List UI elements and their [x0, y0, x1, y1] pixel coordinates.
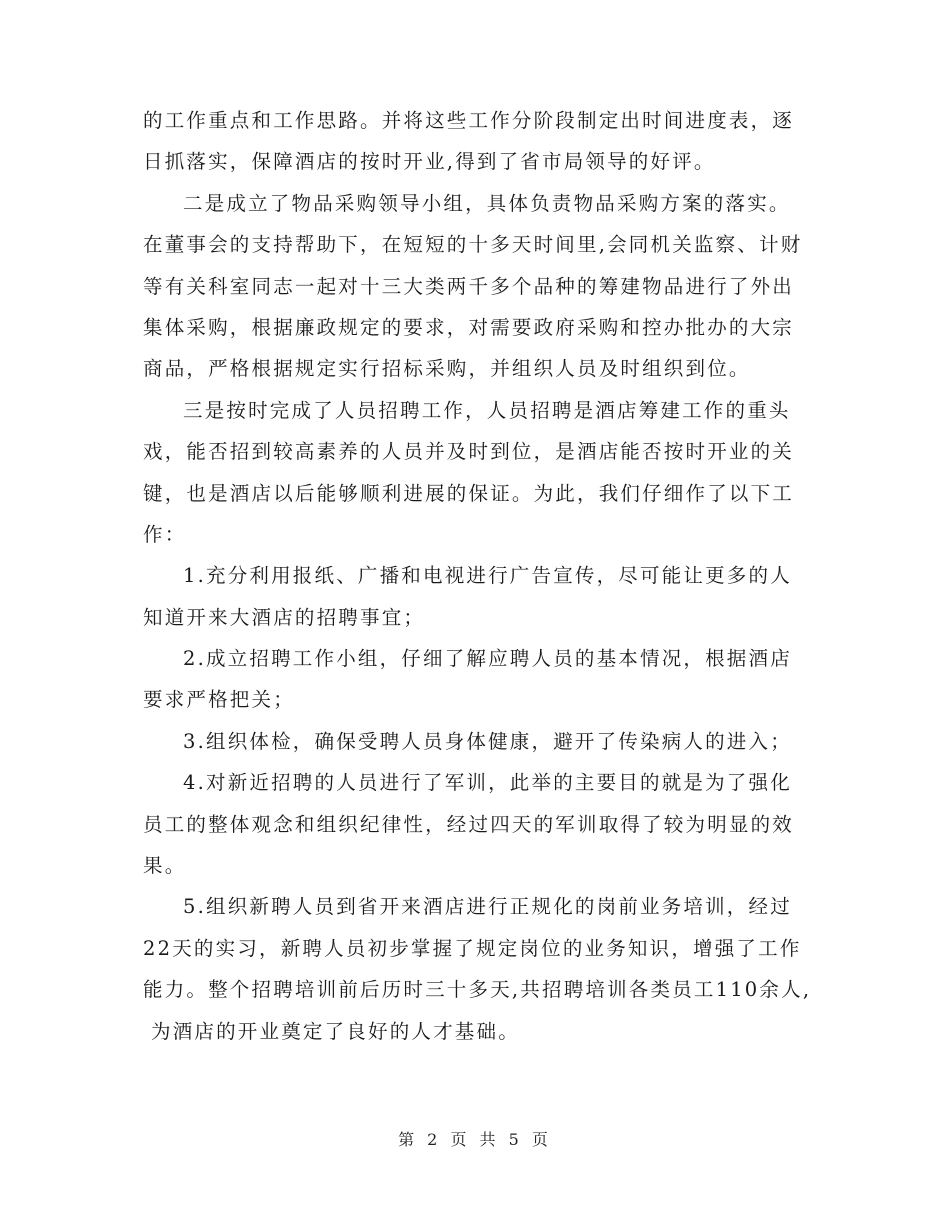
text-line: 在董事会的支持帮助下，在短短的十多天时间里,会同机关监察、计财 — [143, 233, 803, 257]
text-line: 戏，能否招到较高素养的人员并及时到位，是酒店能否按时开业的关 — [143, 440, 795, 464]
paragraph-start-line: 二是成立了物品采购领导小组，具体负责物品采购方案的落实。 — [183, 191, 791, 215]
text-line: 等有关科室同志一起对十三大类两千多个品种的筹建物品进行了外出 — [143, 274, 795, 298]
list-item-3-line: 3.组织体检，确保受聘人员身体健康，避开了传染病人的进入； — [183, 729, 792, 753]
body-text — [143, 100, 812, 1052]
text-line: 商品，严格根据规定实行招标采购，并组织人员及时组织到位。 — [143, 357, 751, 381]
text-line: 日抓落实，保障酒店的按时开业,得到了省市局领导的好评。 — [143, 150, 716, 174]
list-item-2-line: 2.成立招聘工作小组，仔细了解应聘人员的基本情况，根据酒店 — [183, 647, 792, 671]
text-line: 为酒店的开业奠定了良好的人才基础。 — [151, 1019, 520, 1043]
text-line: 的工作重点和工作思路。并将这些工作分阶段制定出时间进度表，逐 — [143, 109, 795, 132]
text-line: 知道开来大酒店的招聘事宜； — [143, 605, 426, 629]
list-item-5-line: 5.组织新聘人员到省开来酒店进行正规化的岗前业务培训，经过 — [183, 895, 792, 919]
text-line: 22天的实习，新聘人员初步掌握了规定岗位的业务知识，增强了工作 — [143, 936, 802, 960]
text-line: 集体采购，根据廉政规定的要求，对需要政府采购和控办批办的大宗 — [143, 315, 795, 339]
text-line: 要求严格把关； — [143, 688, 295, 712]
text-line: 果。 — [143, 854, 187, 878]
text-line: 作： — [143, 522, 187, 546]
text-line: 员工的整体观念和组织纪律性，经过四天的军训取得了较为明显的效 — [143, 812, 795, 836]
list-item-1-line: 1.充分利用报纸、广播和电视进行广告宣传，尽可能让更多的人 — [183, 564, 792, 588]
paragraph-start-line: 三是按时完成了人员招聘工作，人员招聘是酒店筹建工作的重头 — [183, 398, 791, 422]
list-item-4-line: 4.对新近招聘的人员进行了军训，此举的主要目的就是为了强化 — [183, 771, 792, 795]
text-line: 能力。整个招聘培训前后历时三十多天,共招聘培训各类员工110余人, — [143, 978, 812, 1002]
page-number-footer: 第 2 页 共 5 页 — [398, 1130, 552, 1149]
text-line: 键，也是酒店以后能够顺利进展的保证。为此，我们仔细作了以下工 — [143, 481, 795, 505]
